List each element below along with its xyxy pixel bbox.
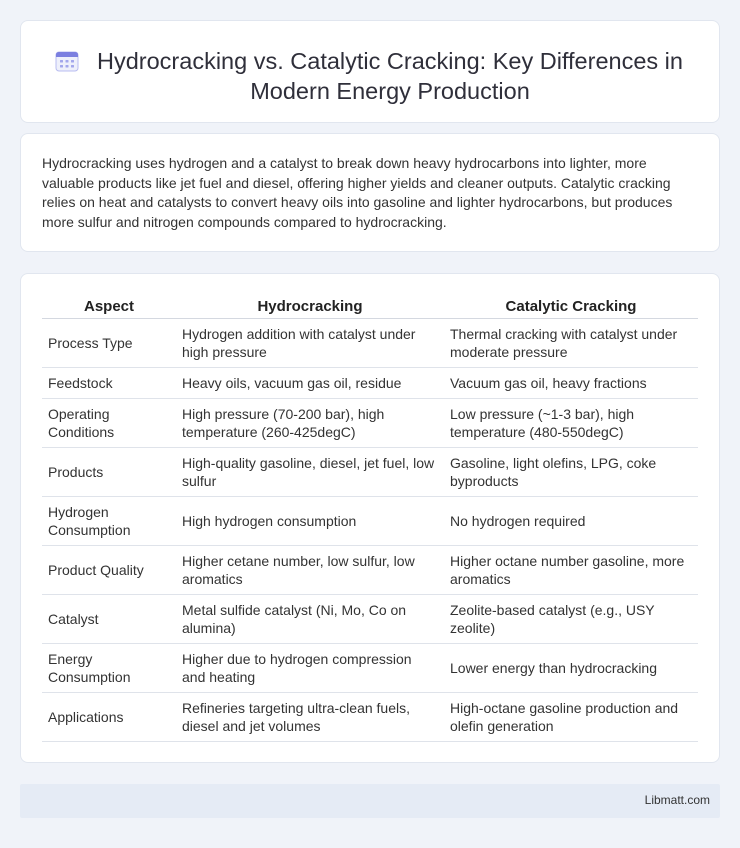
table-row bbox=[42, 643, 698, 692]
hydrocracking-cell: Higher cetane number, low sulfur, low aromatics bbox=[176, 545, 444, 594]
catalytic-cracking-cell: Zeolite-based catalyst (e.g., USY zeolite) bbox=[444, 594, 698, 643]
catalytic-cracking-cell: High-octane gasoline production and olefin generation bbox=[444, 692, 698, 741]
aspect-cell: Catalyst bbox=[42, 594, 176, 643]
hydrocracking-cell: Hydrogen addition with catalyst under high pressure bbox=[176, 318, 444, 367]
catalytic-cracking-cell: Higher octane number gasoline, more aromatics bbox=[444, 545, 698, 594]
hydrocracking-cell: Higher due to hydrogen compression and heating bbox=[176, 643, 444, 692]
table-row bbox=[42, 367, 698, 398]
aspect-cell: Hydrogen Consumption bbox=[42, 496, 176, 545]
comparison-table-card bbox=[20, 273, 720, 763]
header-hydrocracking: Hydrocracking bbox=[176, 296, 444, 318]
title-card bbox=[20, 20, 720, 123]
hydrocracking-cell: Heavy oils, vacuum gas oil, residue bbox=[176, 367, 444, 398]
aspect-cell: Process Type bbox=[42, 318, 176, 367]
intro-card bbox=[20, 133, 720, 252]
table-header-row bbox=[42, 296, 698, 318]
hydrocracking-cell: Refineries targeting ultra-clean fuels, diesel and jet volumes bbox=[176, 692, 444, 741]
hydrocracking-cell: High pressure (70-200 bar), high temperature (260-425degC) bbox=[176, 398, 444, 447]
table-row bbox=[42, 496, 698, 545]
aspect-cell: Operating Conditions bbox=[42, 398, 176, 447]
footer-brand-link[interactable]: Libmatt.com bbox=[644, 793, 710, 807]
intro-paragraph: Hydrocracking uses hydrogen and a catalyst to break down heavy hydrocarbons into lighter, more valuable products like jet fuel and diesel, offering higher yields and cleaner outputs. Catalytic cracking relies on heat and catalysts to convert heavy oils into gasoline and lighter hydrocarbons, but produces more sulfur and nitrogen compounds compared to hydrocracking. bbox=[42, 155, 673, 230]
catalytic-cracking-cell: Low pressure (~1-3 bar), high temperature (480-550degC) bbox=[444, 398, 698, 447]
catalytic-cracking-cell: Thermal cracking with catalyst under moderate pressure bbox=[444, 318, 698, 367]
table-row bbox=[42, 594, 698, 643]
page-title: Hydrocracking vs. Catalytic Cracking: Key Differences in Modern Energy Production bbox=[97, 48, 683, 104]
table-row bbox=[42, 545, 698, 594]
comparison-table bbox=[42, 296, 698, 742]
table-row bbox=[42, 318, 698, 367]
hydrocracking-cell: High hydrogen consumption bbox=[176, 496, 444, 545]
aspect-cell: Applications bbox=[42, 692, 176, 741]
header-aspect: Aspect bbox=[42, 296, 176, 318]
aspect-cell: Energy Consumption bbox=[42, 643, 176, 692]
aspect-cell: Product Quality bbox=[42, 545, 176, 594]
table-row bbox=[42, 447, 698, 496]
table-row bbox=[42, 398, 698, 447]
calendar-icon bbox=[55, 50, 79, 72]
hydrocracking-cell: Metal sulfide catalyst (Ni, Mo, Co on alumina) bbox=[176, 594, 444, 643]
aspect-cell: Feedstock bbox=[42, 367, 176, 398]
footer bbox=[20, 784, 720, 818]
aspect-cell: Products bbox=[42, 447, 176, 496]
table-row bbox=[42, 692, 698, 741]
catalytic-cracking-cell: Lower energy than hydrocracking bbox=[444, 643, 698, 692]
header-catalytic-cracking: Catalytic Cracking bbox=[444, 296, 698, 318]
catalytic-cracking-cell: Gasoline, light olefins, LPG, coke byproducts bbox=[444, 447, 698, 496]
hydrocracking-cell: High-quality gasoline, diesel, jet fuel, low sulfur bbox=[176, 447, 444, 496]
catalytic-cracking-cell: No hydrogen required bbox=[444, 496, 698, 545]
catalytic-cracking-cell: Vacuum gas oil, heavy fractions bbox=[444, 367, 698, 398]
